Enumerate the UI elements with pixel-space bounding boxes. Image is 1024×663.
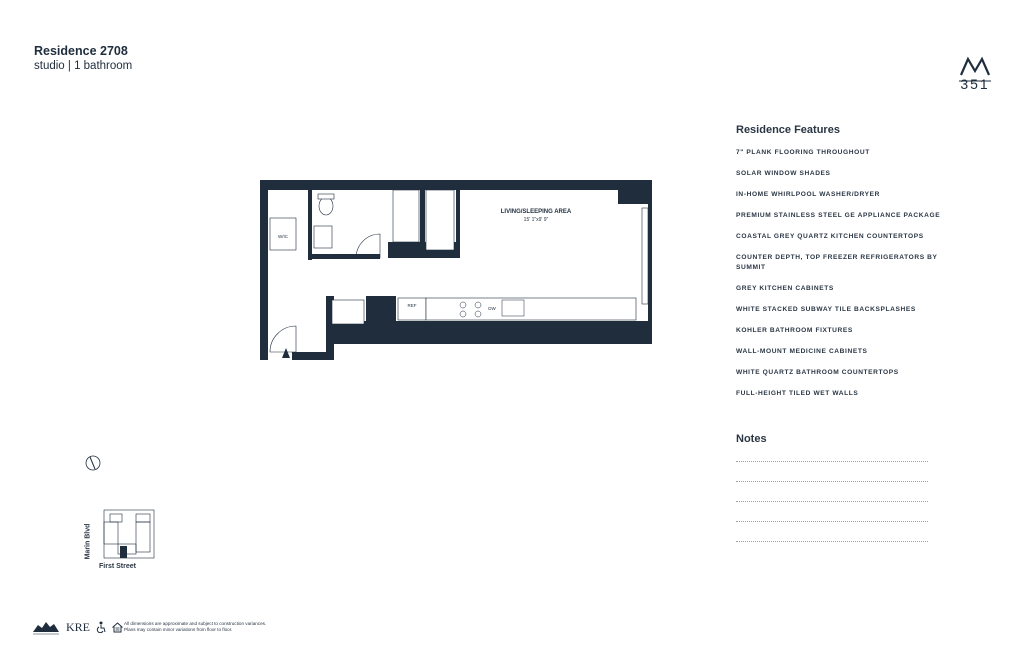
dw-label: DW: [488, 306, 496, 311]
accessibility-icon: [96, 621, 106, 633]
feature-item: COASTAL GREY QUARTZ KITCHEN COUNTERTOPS: [736, 233, 924, 240]
features-heading: Residence Features: [736, 124, 840, 136]
feature-item: PREMIUM STAINLESS STEEL GE APPLIANCE PACKAGE: [736, 212, 941, 219]
disclaimer-line-2: Plans may contain minor variations from floor to floor.: [124, 627, 233, 632]
logo-number: 351: [960, 76, 990, 92]
keyplan-icon: [96, 506, 158, 564]
feature-item: WALL-MOUNT MEDICINE CABINETS: [736, 348, 868, 355]
note-line: [736, 481, 928, 482]
note-line: [736, 461, 928, 462]
note-line: [736, 501, 928, 502]
developer-logo-icon: [32, 619, 60, 635]
feature-item: WHITE QUARTZ BATHROOM COUNTERTOPS: [736, 369, 899, 376]
note-line: [736, 521, 928, 522]
feature-item: KOHLER BATHROOM FIXTURES: [736, 327, 853, 334]
street-label-bottom: First Street: [99, 563, 136, 570]
footer-logos: [32, 618, 123, 636]
disclaimer-text: [124, 621, 294, 633]
feature-item: GREY KITCHEN CABINETS: [736, 285, 834, 292]
note-line: [736, 541, 928, 542]
disclaimer-line-1: All dimensions are approximate and subject to construction variances.: [124, 621, 267, 626]
residence-subtitle: studio | 1 bathroom: [34, 60, 133, 72]
room-dims: 15' 1"x9' 9": [523, 217, 549, 223]
features-list: [736, 148, 946, 410]
kre-logo: KRE: [66, 619, 90, 634]
floor-plan: [256, 176, 656, 364]
notes-heading: Notes: [736, 433, 767, 445]
ref-label: REF: [407, 303, 417, 308]
feature-item: WHITE STACKED SUBWAY TILE BACKSPLASHES: [736, 306, 916, 313]
compass-icon: [84, 454, 102, 472]
feature-item: FULL-HEIGHT TILED WET WALLS: [736, 390, 859, 397]
feature-item: 7" PLANK FLOORING THROUGHOUT: [736, 149, 870, 156]
feature-item: SOLAR WINDOW SHADES: [736, 170, 831, 177]
feature-item: IN-HOME WHIRLPOOL WASHER/DRYER: [736, 191, 881, 198]
equal-housing-icon: [112, 622, 123, 633]
street-label-side: Marin Blvd: [84, 523, 92, 560]
residence-title: Residence 2708: [34, 44, 128, 58]
feature-item: COUNTER DEPTH, TOP FREEZER REFRIGERATORS BY SUMMIT: [736, 254, 938, 271]
wic-label: W/IC: [278, 234, 288, 239]
room-label: LIVING/SLEEPING AREA: [500, 209, 572, 215]
